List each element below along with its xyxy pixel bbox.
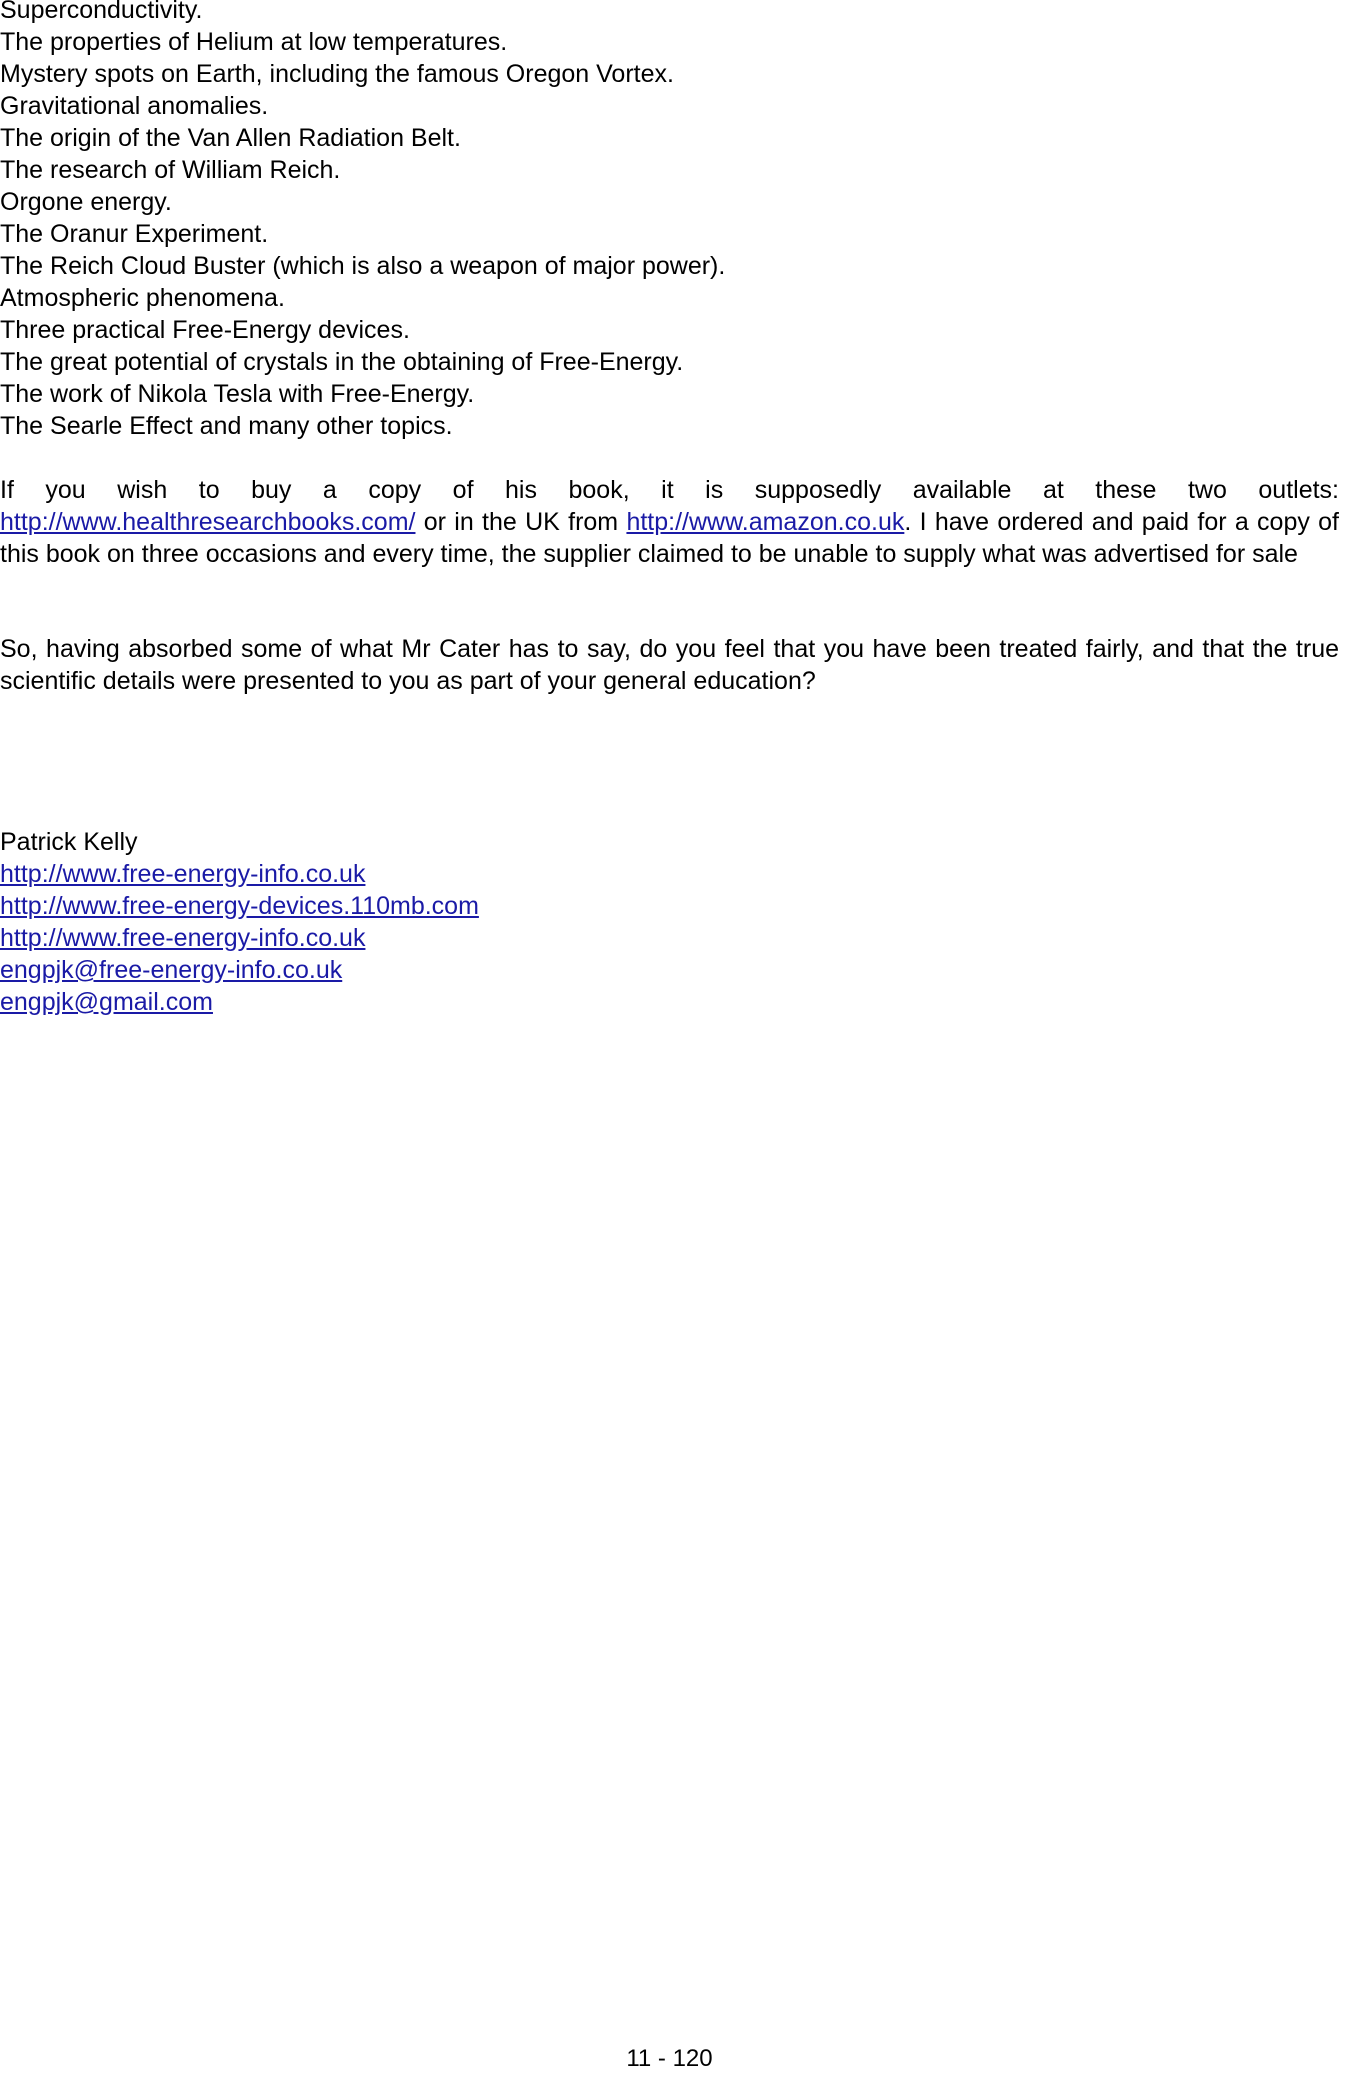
list-item: The origin of the Van Allen Radiation Belt.	[0, 124, 461, 152]
purchase-paragraph	[0, 474, 1339, 570]
list-item: The Searle Effect and many other topics.	[0, 412, 453, 440]
purchase-middle-text: or in the UK from	[415, 508, 627, 536]
purchase-outro-text: . I have ordered and paid for a copy of this book on three occasions and every time, the supplier claimed to be unable to supply what was advertised for sale	[0, 508, 1339, 568]
question-paragraph: So, having absorbed some of what Mr Cater has to say, do you feel that you have been treated fairly, and that the true scientific details were presented to you as part of your general education?	[0, 635, 1339, 695]
signature-block	[0, 826, 479, 1018]
page-number: 11 - 120	[626, 2045, 713, 2072]
topic-list	[0, 0, 725, 442]
email-link[interactable]: engpjk@gmail.com	[0, 988, 213, 1016]
list-item: Mystery spots on Earth, including the famous Oregon Vortex.	[0, 60, 674, 88]
website-link[interactable]: http://www.free-energy-info.co.uk	[0, 860, 366, 888]
list-item: The properties of Helium at low temperatures.	[0, 28, 508, 56]
email-link[interactable]: engpjk@free-energy-info.co.uk	[0, 956, 343, 984]
list-item: Superconductivity.	[0, 0, 203, 24]
list-item: The research of William Reich.	[0, 156, 341, 184]
purchase-intro-text: If you wish to buy a copy of his book, it is supposedly available at these two outlets:	[0, 476, 1339, 504]
list-item: Atmospheric phenomena.	[0, 284, 285, 312]
list-item: The Oranur Experiment.	[0, 220, 269, 248]
website-link[interactable]: http://www.free-energy-devices.110mb.com	[0, 892, 479, 920]
list-item: The work of Nikola Tesla with Free-Energy.	[0, 380, 475, 408]
author-name: Patrick Kelly	[0, 828, 138, 856]
list-item: The great potential of crystals in the obtaining of Free-Energy.	[0, 348, 684, 376]
list-item: Gravitational anomalies.	[0, 92, 269, 120]
list-item: Three practical Free-Energy devices.	[0, 316, 410, 344]
list-item: The Reich Cloud Buster (which is also a weapon of major power).	[0, 252, 726, 280]
amazon-link[interactable]: http://www.amazon.co.uk	[626, 508, 905, 536]
list-item: Orgone energy.	[0, 188, 172, 216]
healthresearchbooks-link[interactable]: http://www.healthresearchbooks.com/	[0, 508, 416, 536]
website-link[interactable]: http://www.free-energy-info.co.uk	[0, 924, 366, 952]
